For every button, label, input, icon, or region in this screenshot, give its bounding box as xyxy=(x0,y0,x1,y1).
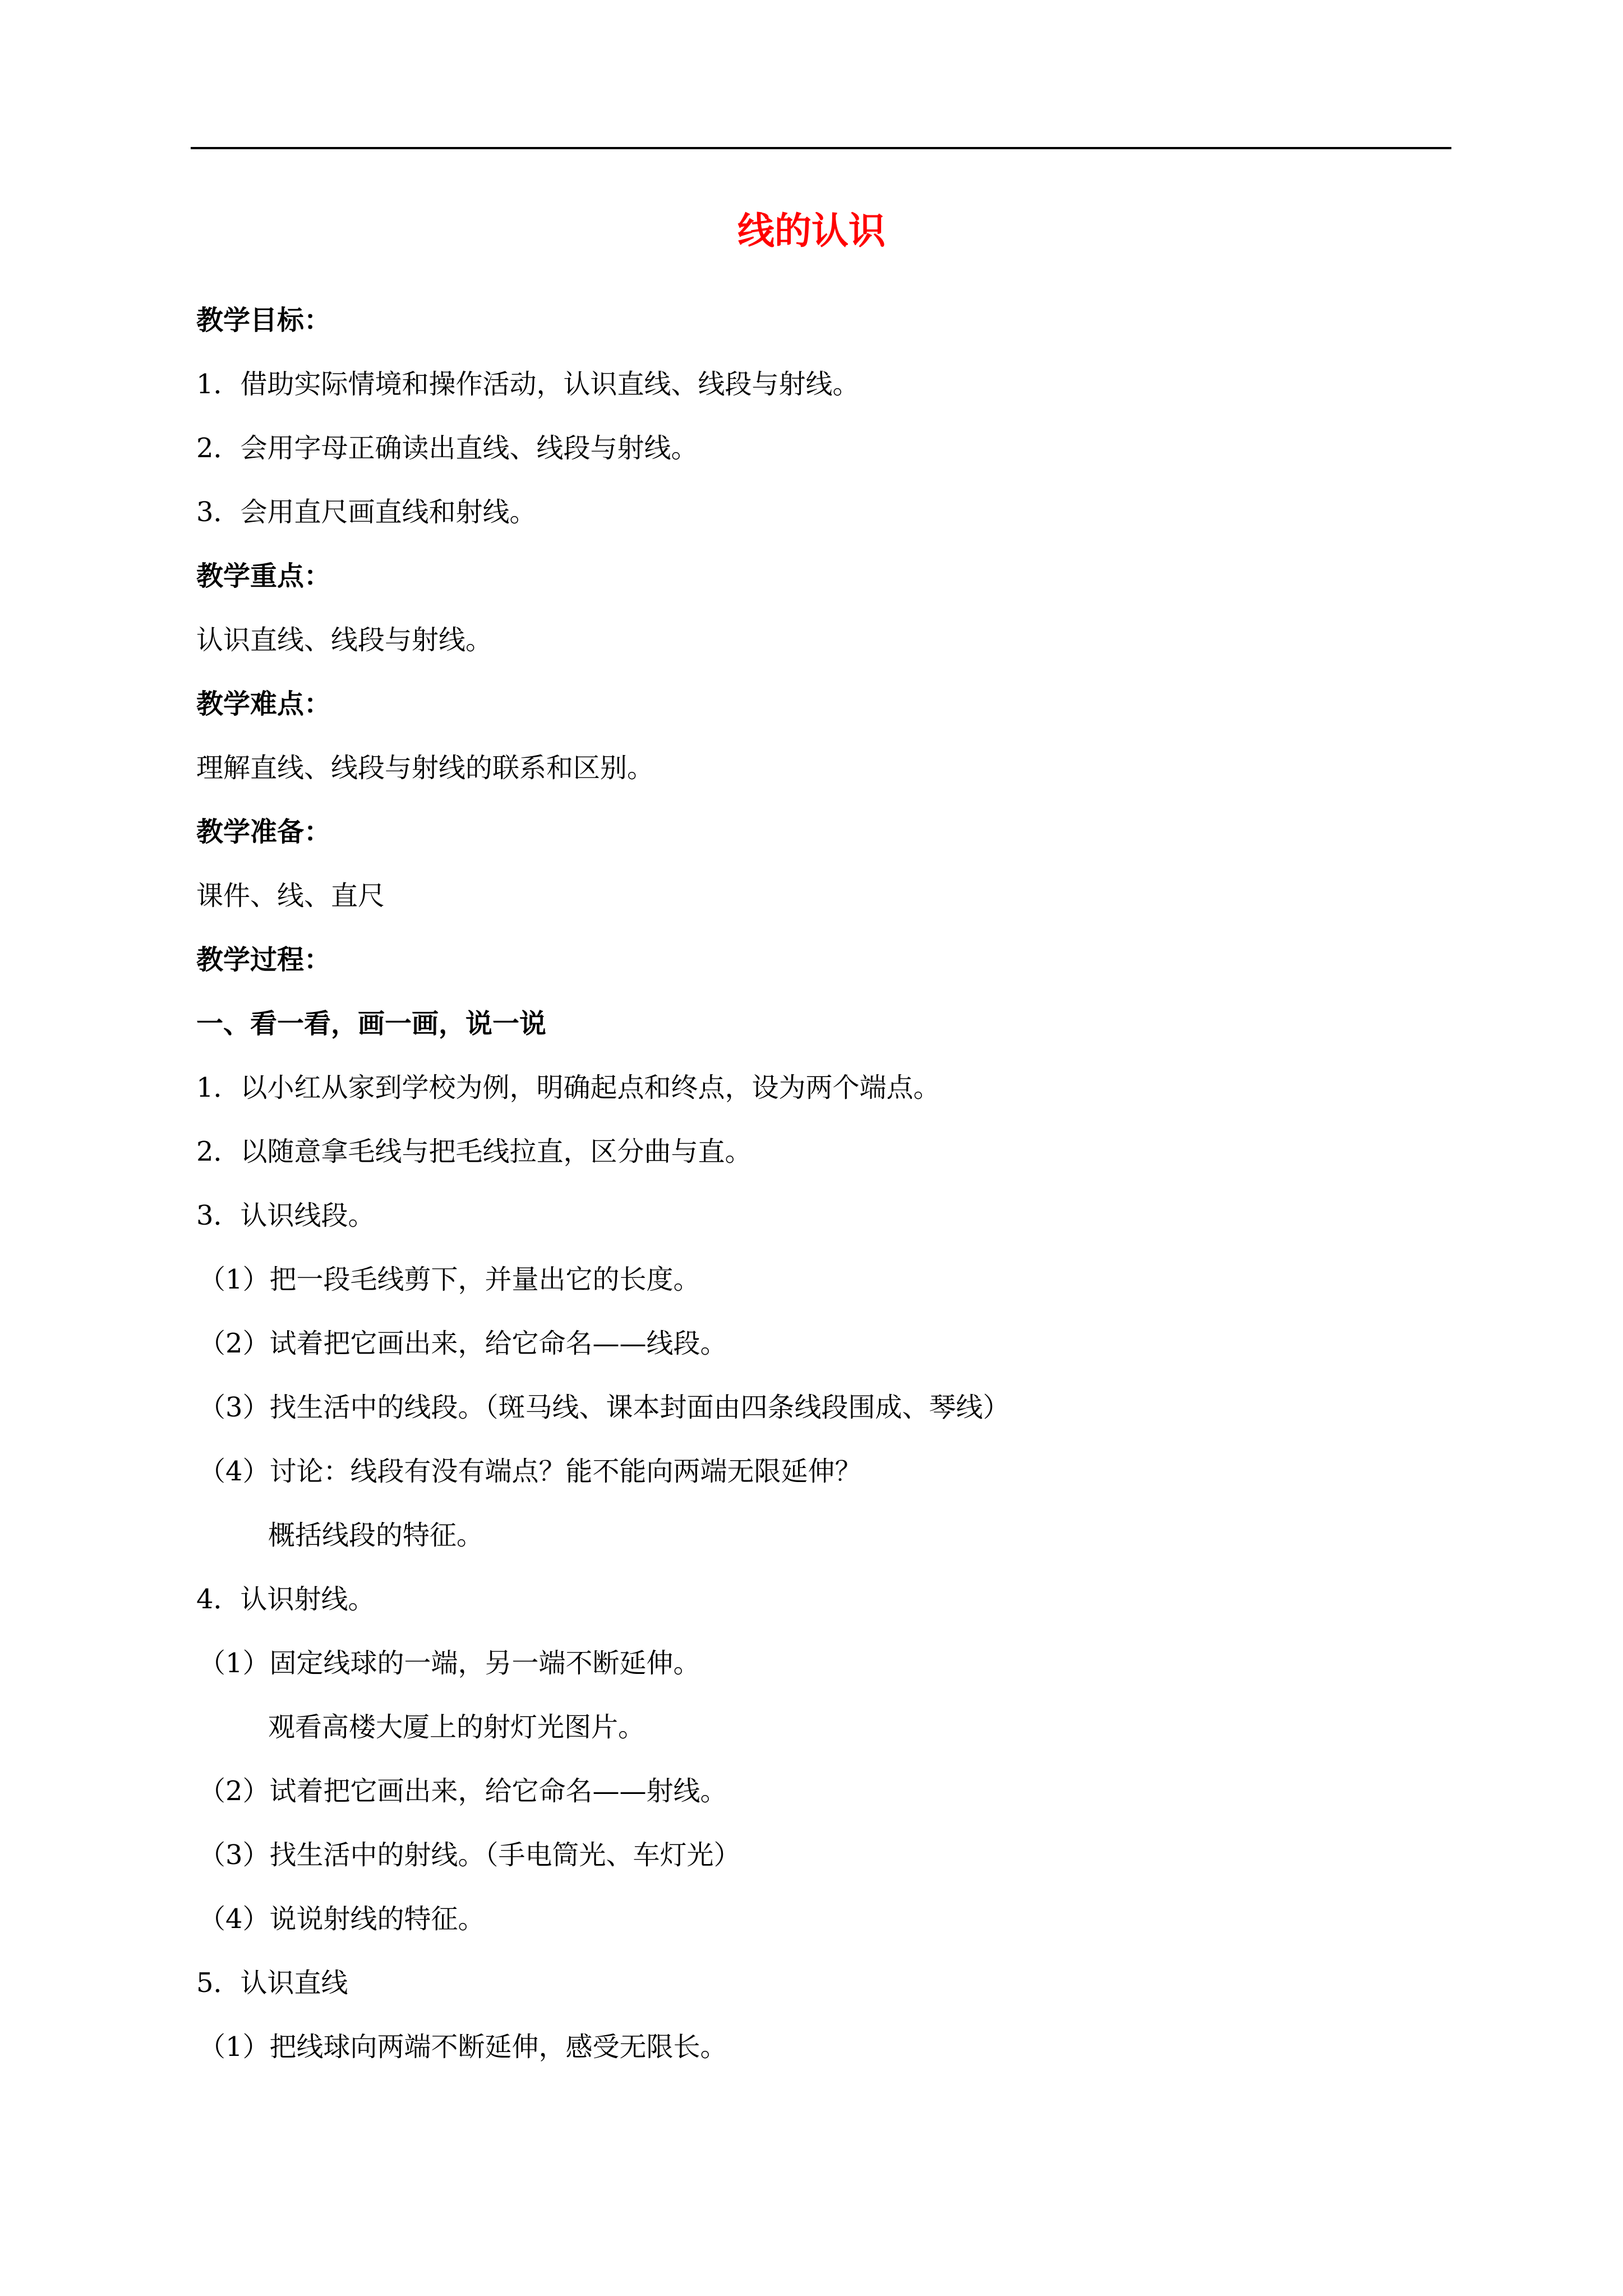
process-heading: 教学过程： xyxy=(196,944,331,976)
step-item: 4．认识射线。 xyxy=(196,1584,375,1615)
part1-heading: 一、看一看，画一画，说一说 xyxy=(196,1008,547,1039)
step-sub-item: （2）试着把它画出来，给它命名——射线。 xyxy=(199,1775,727,1807)
step-note: 概括线段的特征。 xyxy=(268,1520,484,1551)
prep-heading: 教学准备： xyxy=(196,816,331,848)
step-item: 5．认识直线 xyxy=(196,1967,348,1999)
step-sub-item: （3）找生活中的线段。（斑马线、课本封面由四条线段围成、琴线） xyxy=(199,1392,1010,1423)
step-item: 3．认识线段。 xyxy=(196,1200,375,1231)
goal-item: 3．会用直尺画直线和射线。 xyxy=(196,496,537,528)
difficulty-heading: 教学难点： xyxy=(196,688,331,720)
step-sub-item: （1）把线球向两端不断延伸，感受无限长。 xyxy=(199,2031,727,2063)
key-text: 认识直线、线段与射线。 xyxy=(196,624,493,656)
step-item: 2．以随意拿毛线与把毛线拉直，区分曲与直。 xyxy=(196,1136,752,1167)
step-item: 1．以小红从家到学校为例，明确起点和终点，设为两个端点。 xyxy=(196,1072,940,1103)
header-rule xyxy=(191,147,1451,149)
difficulty-text: 理解直线、线段与射线的联系和区别。 xyxy=(196,752,654,784)
step-sub-item: （1）把一段毛线剪下，并量出它的长度。 xyxy=(199,1264,700,1295)
page-title: 线的认识 xyxy=(737,209,886,252)
goals-heading: 教学目标： xyxy=(196,305,331,336)
step-sub-item: （3）找生活中的射线。（手电筒光、车灯光） xyxy=(199,1839,741,1871)
goal-item: 2．会用字母正确读出直线、线段与射线。 xyxy=(196,432,698,464)
step-sub-item: （4）讨论：线段有没有端点？能不能向两端无限延伸？ xyxy=(199,1456,862,1487)
prep-text: 课件、线、直尺 xyxy=(196,880,385,912)
key-heading: 教学重点： xyxy=(196,560,331,592)
step-sub-item: （1）固定线球的一端，另一端不断延伸。 xyxy=(199,1648,700,1679)
step-note: 观看高楼大厦上的射灯光图片。 xyxy=(268,1711,645,1743)
step-sub-item: （4）说说射线的特征。 xyxy=(199,1903,485,1935)
step-sub-item: （2）试着把它画出来，给它命名——线段。 xyxy=(199,1328,727,1359)
goal-item: 1．借助实际情境和操作活动，认识直线、线段与射线。 xyxy=(196,369,860,400)
